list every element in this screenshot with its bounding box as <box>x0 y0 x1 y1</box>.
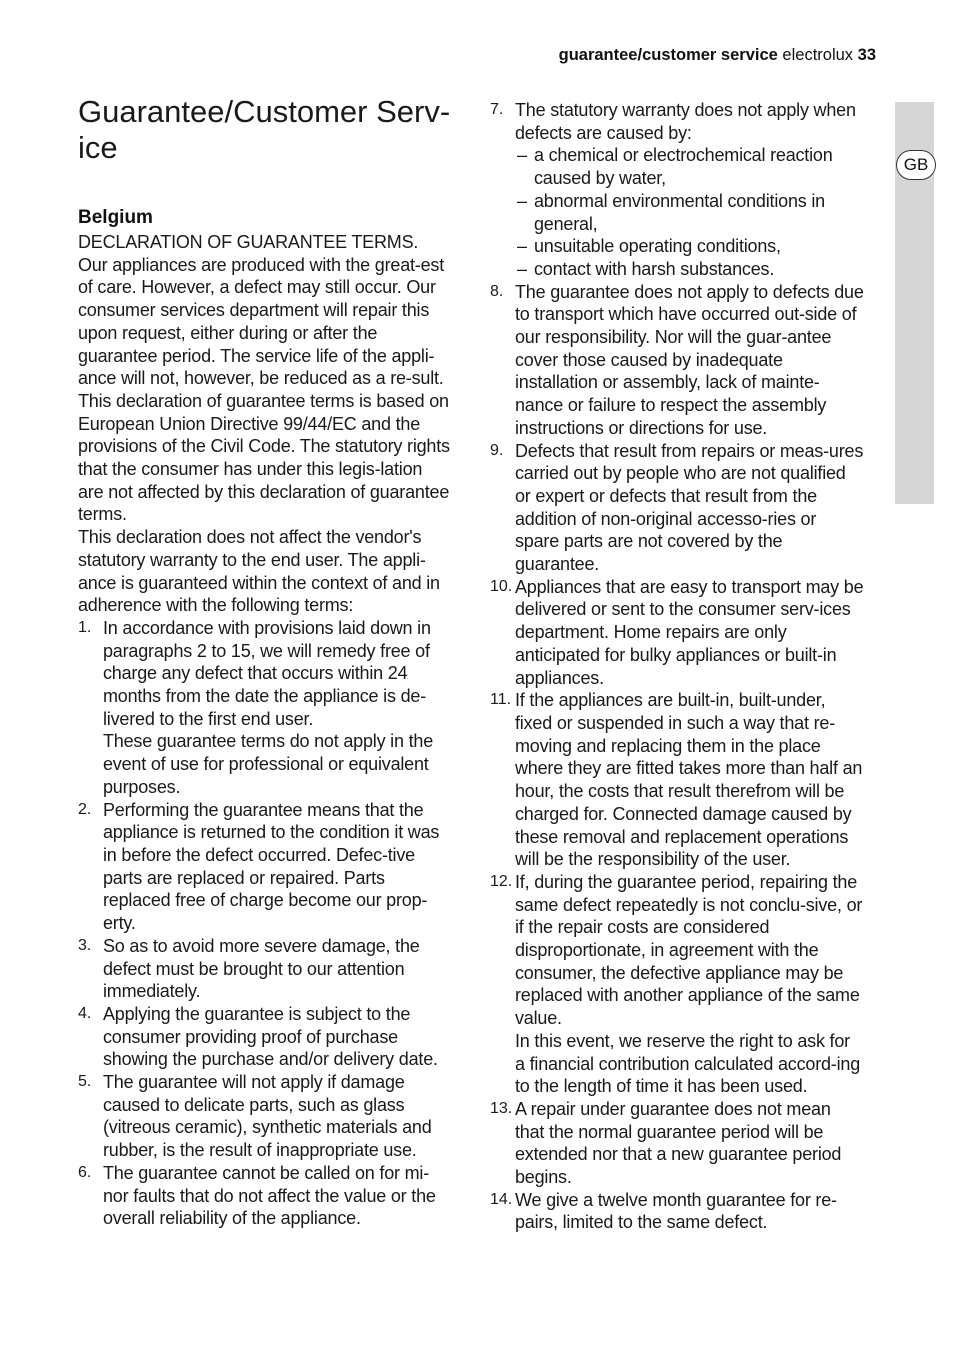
item-text: So as to avoid more severe damage, the defect must be brought to our attention immediately. <box>103 935 420 1002</box>
sub-item-text: abnormal environmental conditions in general, <box>534 190 825 234</box>
sub-list-item <box>515 190 864 235</box>
header-section-title: guarantee/customer service <box>558 46 778 64</box>
item-text: Appliances that are easy to transport may be delivered or sent to the consumer serv-ices department. Home repairs are only anticipated for bulky appliances or built-in appliances. <box>515 576 864 688</box>
item-number: 11. <box>490 691 512 709</box>
item-text: The guarantee does not apply to defects due to transport which have occurred out-side of our responsibility. Nor will the guar-antee cover those caused by inadequate installation or assembly, lack of mainte-nance or failure to respect the assembly instructions or directions for use. <box>515 281 864 438</box>
right-body <box>490 99 864 1234</box>
item-number: 10. <box>490 577 513 595</box>
header-brand: electrolux <box>782 46 854 64</box>
sub-list <box>515 144 864 280</box>
dash-bullet: – <box>517 145 528 166</box>
page-title <box>78 94 452 166</box>
item-number: 1. <box>78 618 92 636</box>
item-text: The statutory warranty does not apply when defects are caused by: <box>515 100 856 143</box>
item-number: 6. <box>78 1163 92 1181</box>
list-item <box>78 1162 452 1230</box>
list-item <box>490 99 864 281</box>
guarantee-terms-list-left <box>78 617 452 1230</box>
item-number: 7. <box>490 101 504 118</box>
item-text: Applying the guarantee is subject to the consumer providing proof of purchase showing the purchase and/or delivery date. <box>103 1003 438 1070</box>
item-text: If the appliances are built-in, built-under, fixed or suspended in such a way that re-moving and replacing them in the place where they are fitted takes more than half an hour, the costs that result therefrom will be charged for. Connected damage caused by these removal and replacement operations will be the responsibility of the user. <box>515 690 863 870</box>
item-number: 13. <box>490 1099 513 1117</box>
sub-list-item <box>515 258 864 281</box>
directive-paragraph: This declaration of guarantee terms is based on European Union Directive 99/44/EC and the provisions of the Civil Code. The statutory rights that the consumer has under this legis-lation are not affected by this declaration of guarantee terms. <box>78 390 450 525</box>
item-number: 8. <box>490 282 504 300</box>
intro-paragraph: DECLARATION OF GUARANTEE TERMS. Our appliances are produced with the great-est of care. However, a defect may still occur. Our consumer services department will repair this upon request, either during or after the guarantee period. The service life of the appli-ance will not, however, be reduced as a re-sult. <box>78 232 445 389</box>
item-text: The guarantee will not apply if damage caused to delicate parts, such as glass (vitreous ceramic), synthetic materials and rubber, is the result of inappropriate use. <box>103 1072 432 1161</box>
list-item <box>490 871 864 1098</box>
item-number: 3. <box>78 936 92 954</box>
running-header <box>559 46 876 65</box>
item-note: These guarantee terms do not apply in the event of use for professional or equivalent purposes. <box>103 731 434 797</box>
sub-list-item <box>515 144 864 189</box>
list-item <box>78 799 452 935</box>
item-number: 14. <box>490 1190 513 1208</box>
sub-list-item <box>515 235 864 258</box>
item-number: 5. <box>78 1073 92 1091</box>
item-text: A repair under guarantee does not mean that the normal guarantee period will be extended nor that a new guarantee period begins. <box>515 1098 842 1188</box>
item-text: If, during the guarantee period, repairing the same defect repeatedly is not conclu-sive, or if the repair costs are considered disproportionate, in agreement with the consumer, the defective appliance may be replaced with another appliance of the same value. <box>515 871 863 1029</box>
item-number: 4. <box>78 1004 92 1022</box>
list-item <box>490 1189 864 1234</box>
list-item <box>490 440 864 576</box>
list-item <box>490 281 864 440</box>
page-title-line-2: ice <box>78 130 118 165</box>
dash-bullet: – <box>517 190 528 211</box>
item-note: In this event, we reserve the right to ask for a financial contribution calculated accord-ing to the length of time it has been used. <box>515 1030 861 1097</box>
dash-bullet: – <box>517 236 528 257</box>
item-number: 9. <box>490 441 504 459</box>
list-item <box>78 1003 452 1071</box>
page-number: 33 <box>857 46 876 64</box>
list-item <box>78 617 452 799</box>
guarantee-terms-list-right <box>490 99 864 1234</box>
section-heading-belgium: Belgium <box>78 207 153 228</box>
item-text: We give a twelve month guarantee for re-pairs, limited to the same defect. <box>515 1189 837 1233</box>
item-text: Defects that result from repairs or meas-ures carried out by people who are not qualified or expert or defects that result from the addition of non-original accesso-ries or spare parts are not covered by the guarantee. <box>515 440 864 575</box>
item-text: Performing the guarantee means that the appliance is returned to the condition it was in before the defect occurred. Defec-tive parts are replaced or repaired. Parts replaced free of charge become our prop-erty. <box>103 799 440 934</box>
item-number: 2. <box>78 800 92 818</box>
list-item <box>78 1071 452 1162</box>
sub-item-text: a chemical or electrochemical reaction caused by water, <box>534 145 833 189</box>
list-item <box>490 689 864 871</box>
sub-item-text: contact with harsh substances. <box>534 258 775 279</box>
left-body <box>78 204 452 1230</box>
list-item <box>78 935 452 1003</box>
list-item <box>490 576 864 690</box>
item-text: The guarantee cannot be called on for mi-nor faults that do not affect the value or the overall reliability of the appliance. <box>103 1162 436 1229</box>
page-title-line-1: Guarantee/Customer Serv- <box>78 94 451 129</box>
dash-bullet: – <box>517 258 528 279</box>
language-badge: GB <box>896 150 936 180</box>
vendor-warranty-paragraph: This declaration does not affect the vendor's statutory warranty to the end user. The appli-ance is guaranteed within the context of and in adherence with the following terms: <box>78 527 440 616</box>
item-number: 12. <box>490 872 513 890</box>
item-text: In accordance with provisions laid down in paragraphs 2 to 15, we will remedy free of charge any defect that occurs within 24 months from the date the appliance is de-livered to the first end user. <box>103 617 431 729</box>
list-item <box>490 1098 864 1189</box>
sub-item-text: unsuitable operating conditions, <box>534 236 781 257</box>
